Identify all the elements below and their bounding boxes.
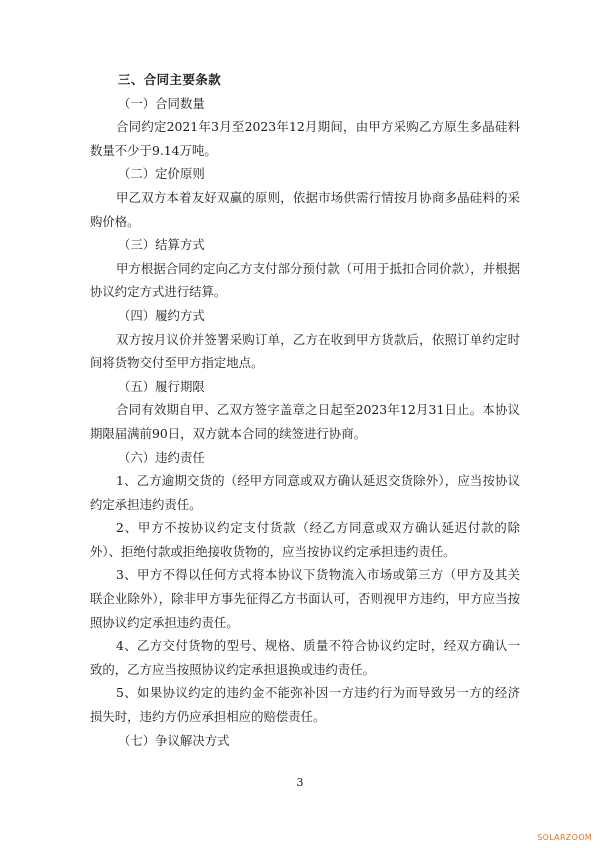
clause-text-pricing: 甲乙双方本着友好双赢的原则，依据市场供需行情按月协商多晶硅料的采购价格。 xyxy=(90,189,520,229)
clause-heading-dispute: （七）争议解决方式 xyxy=(118,732,230,748)
liability-item: 4、乙方交付货物的型号、规格、质量不符合协议约定时，经双方确认一致的，乙方应当按照协议约定承担退换或违约责任。 xyxy=(90,638,520,677)
clause-heading-liability: （六）违约责任 xyxy=(118,449,205,465)
document-body xyxy=(90,68,520,752)
clause-text-quantity: 合同约定2021年3月至2023年12月期间，由甲方采购乙方原生多晶硅料数量不少于9.14万吨。 xyxy=(90,119,520,158)
liability-item: 5、如果协议约定的违约金不能弥补因一方违约行为而导致另一方的经济损失时，违约方仍应承担相应的赔偿责任。 xyxy=(90,685,520,725)
clause-heading-quantity: （一）合同数量 xyxy=(118,95,205,111)
clause-heading-term: （五）履行期限 xyxy=(118,378,205,394)
clause-text-settlement: 甲方根据合同约定向乙方支付部分预付款（可用于抵扣合同价款），并根据协议约定方式进行结算。 xyxy=(90,260,520,300)
clause-text-performance: 双方按月议价并签署采购订单，乙方在收到甲方货款后，依照订单约定时间将货物交付至甲方指定地点。 xyxy=(90,331,520,371)
watermark: SOLARZOOM xyxy=(537,833,592,842)
clause-heading-settlement: （三）结算方式 xyxy=(118,237,205,253)
clause-heading-performance: （四）履约方式 xyxy=(118,307,205,323)
clause-text-term: 合同有效期自甲、乙双方签字盖章之日起至2023年12月31日止。本协议期限届满前90日，双方就本合同的续签进行协商。 xyxy=(90,402,520,441)
section-title: 三、合同主要条款 xyxy=(118,72,222,87)
page-number: 3 xyxy=(296,776,304,789)
liability-item: 1、乙方逾期交货的（经甲方同意或双方确认延迟交货除外），应当按协议约定承担违约责任。 xyxy=(90,473,520,512)
clause-heading-pricing: （二）定价原则 xyxy=(118,166,205,182)
liability-item: 3、甲方不得以任何方式将本协议下货物流入市场或第三方（甲方及其关联企业除外），除非甲方事先征得乙方书面认可，否则视甲方违约，甲方应当按照协议约定承担违约责任。 xyxy=(90,567,520,630)
liability-item: 2、甲方不按协议约定支付货款（经乙方同意或双方确认延迟付款的除外）、拒绝付款或拒绝接收货物的，应当按协议约定承担违约责任。 xyxy=(90,520,520,559)
